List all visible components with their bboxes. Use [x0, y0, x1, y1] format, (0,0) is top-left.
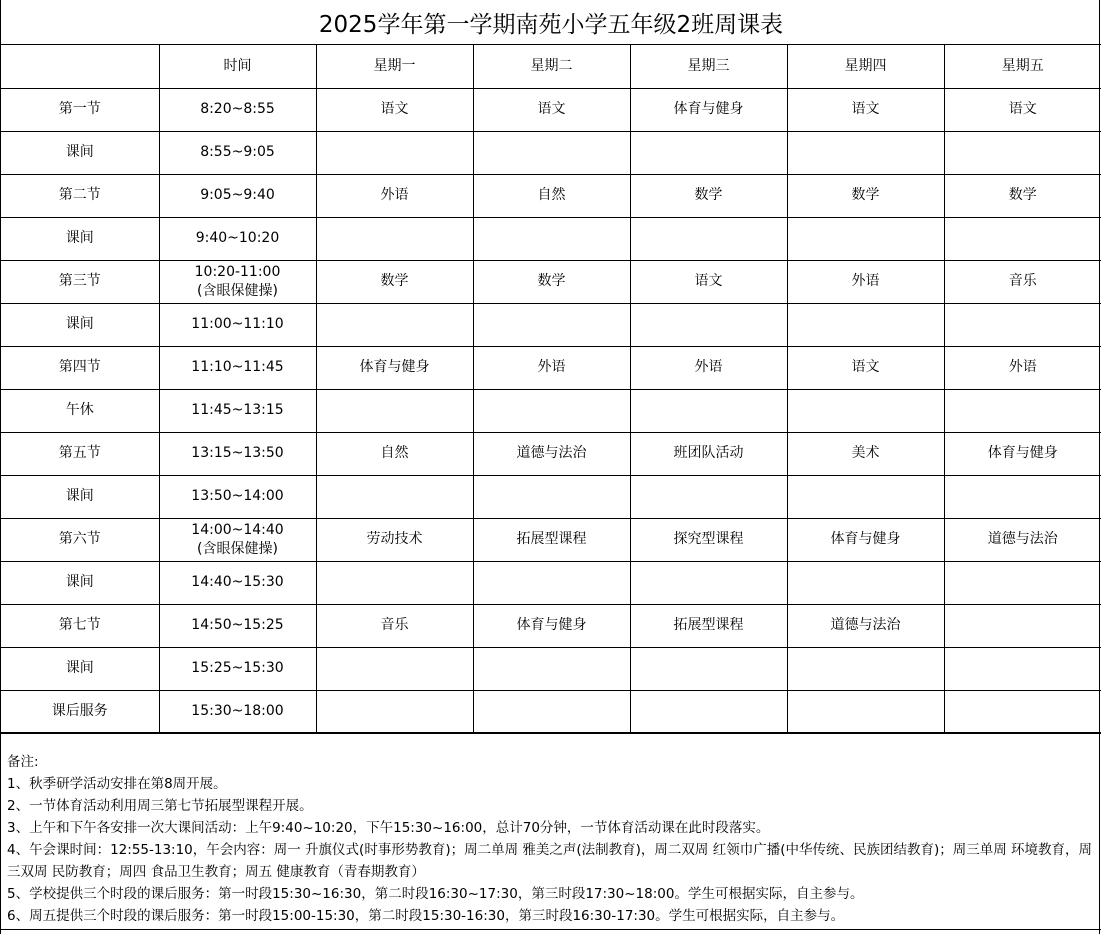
time-cell[interactable]: [159, 518, 316, 561]
time-line: 9:05~9:40: [200, 187, 275, 203]
period-label-cell[interactable]: 第五节: [1, 432, 159, 475]
table-row: [1, 131, 1101, 174]
time-line: 13:15~13:50: [191, 445, 284, 461]
time-cell[interactable]: [159, 561, 316, 604]
time-cell[interactable]: [159, 604, 316, 647]
bottom-border: [1, 929, 1101, 930]
schedule-table: [1, 45, 1101, 734]
subject-cell[interactable]: [473, 217, 630, 260]
subject-cell[interactable]: 数学: [787, 174, 944, 217]
subject-cell[interactable]: 外语: [944, 346, 1101, 389]
subject-cell[interactable]: 语文: [473, 88, 630, 131]
header-cell[interactable]: 星期一: [316, 45, 473, 88]
subject-cell[interactable]: [473, 647, 630, 690]
subject-cell[interactable]: [630, 303, 787, 346]
subject-cell[interactable]: [630, 690, 787, 733]
subject-cell[interactable]: 数学: [316, 260, 473, 303]
time-line: 8:55~9:05: [200, 144, 275, 160]
period-label-cell[interactable]: 课间: [1, 303, 159, 346]
page-title: 2025学年第一学期南苑小学五年级2班周课表: [1, 0, 1101, 45]
subject-cell[interactable]: 语文: [944, 88, 1101, 131]
table-row: [1, 88, 1101, 131]
subject-cell[interactable]: 体育与健身: [944, 432, 1101, 475]
table-row: [1, 174, 1101, 217]
table-row: [1, 217, 1101, 260]
period-label-cell[interactable]: 课间: [1, 131, 159, 174]
table-row: [1, 260, 1101, 303]
subject-cell[interactable]: 语文: [630, 260, 787, 303]
subject-cell[interactable]: [787, 131, 944, 174]
period-label-cell[interactable]: 课间: [1, 561, 159, 604]
time-line: 11:45~13:15: [191, 402, 284, 418]
period-label-cell[interactable]: 课后服务: [1, 690, 159, 733]
notes-list: [7, 773, 1095, 927]
subject-cell[interactable]: [316, 475, 473, 518]
subject-cell[interactable]: [630, 647, 787, 690]
time-line: 14:50~15:25: [191, 617, 284, 633]
subject-cell[interactable]: [944, 604, 1101, 647]
time-cell[interactable]: [159, 389, 316, 432]
subject-cell[interactable]: 体育与健身: [630, 88, 787, 131]
notes-section: [1, 749, 1101, 929]
time-line: 14:40~15:30: [191, 574, 284, 590]
subject-cell[interactable]: [316, 217, 473, 260]
subject-cell[interactable]: 自然: [473, 174, 630, 217]
time-line: (含眼保健操): [197, 282, 278, 299]
subject-cell[interactable]: [944, 389, 1101, 432]
subject-cell[interactable]: 外语: [630, 346, 787, 389]
time-cell[interactable]: [159, 690, 316, 733]
subject-cell[interactable]: [944, 561, 1101, 604]
note-item: 1、秋季研学活动安排在第8周开展。: [7, 776, 227, 792]
subject-cell[interactable]: 语文: [787, 88, 944, 131]
table-row: [1, 475, 1101, 518]
period-label-cell[interactable]: 课间: [1, 475, 159, 518]
subject-cell[interactable]: 音乐: [316, 604, 473, 647]
time-cell[interactable]: [159, 346, 316, 389]
subject-cell[interactable]: 体育与健身: [473, 604, 630, 647]
period-label-cell[interactable]: 第二节: [1, 174, 159, 217]
header-cell[interactable]: 星期四: [787, 45, 944, 88]
subject-cell[interactable]: [316, 690, 473, 733]
subject-cell[interactable]: [473, 475, 630, 518]
subject-cell[interactable]: 语文: [787, 346, 944, 389]
time-line: 15:25~15:30: [191, 660, 284, 676]
time-cell[interactable]: [159, 217, 316, 260]
subject-cell[interactable]: [787, 647, 944, 690]
subject-cell[interactable]: 外语: [787, 260, 944, 303]
subject-cell[interactable]: 美术: [787, 432, 944, 475]
subject-cell[interactable]: [316, 303, 473, 346]
header-cell[interactable]: 时间: [159, 45, 316, 88]
subject-cell[interactable]: 数学: [473, 260, 630, 303]
subject-cell[interactable]: [630, 131, 787, 174]
subject-cell[interactable]: 探究型课程: [630, 518, 787, 561]
subject-cell[interactable]: [944, 475, 1101, 518]
subject-cell[interactable]: [473, 561, 630, 604]
time-line: 15:30~18:00: [191, 702, 284, 719]
table-row: [1, 561, 1101, 604]
note-item: 5、学校提供三个时段的课后服务：第一时段15:30~16:30，第二时段16:30~17:30，第三时段17:30~18:00。学生可根据实际，自主参与。: [7, 886, 864, 902]
note-item: 2、一节体育活动利用周三第七节拓展型课程开展。: [7, 798, 313, 814]
subject-cell[interactable]: [473, 131, 630, 174]
subject-cell[interactable]: 班团队活动: [630, 432, 787, 475]
time-cell[interactable]: [159, 260, 316, 303]
time-line: 14:00~14:40: [191, 521, 284, 538]
table-row: [1, 432, 1101, 475]
time-cell[interactable]: [159, 131, 316, 174]
subject-cell[interactable]: 拓展型课程: [630, 604, 787, 647]
subject-cell[interactable]: [944, 217, 1101, 260]
subject-cell[interactable]: 外语: [473, 346, 630, 389]
period-label-cell[interactable]: 第三节: [1, 260, 159, 303]
subject-cell[interactable]: 道德与法治: [473, 432, 630, 475]
table-row: [1, 346, 1101, 389]
time-line: 11:00~11:10: [191, 316, 284, 332]
table-row: [1, 303, 1101, 346]
subject-cell[interactable]: [630, 561, 787, 604]
period-label-cell[interactable]: 午休: [1, 389, 159, 432]
table-row: [1, 690, 1101, 733]
subject-cell[interactable]: [787, 389, 944, 432]
time-line: (含眼保健操): [197, 540, 278, 557]
subject-cell[interactable]: 数学: [630, 174, 787, 217]
subject-cell[interactable]: 体育与健身: [316, 346, 473, 389]
time-line: 9:40~10:20: [195, 230, 280, 246]
subject-cell[interactable]: 语文: [316, 88, 473, 131]
time-cell[interactable]: [159, 432, 316, 475]
subject-cell[interactable]: [944, 303, 1101, 346]
time-cell[interactable]: [159, 303, 316, 346]
header-row: [1, 45, 1101, 88]
subject-cell[interactable]: [630, 217, 787, 260]
subject-cell[interactable]: [944, 131, 1101, 174]
subject-cell[interactable]: [316, 131, 473, 174]
note-item: 6、周五提供三个时段的课后服务：第一时段15:00-15:30，第二时段15:30-16:30，第三时段16:30-17:30。学生可根据实际，自主参与。: [7, 908, 845, 924]
subject-cell[interactable]: [473, 389, 630, 432]
subject-cell[interactable]: 外语: [316, 174, 473, 217]
note-item: 3、上午和下午各安排一次大课间活动：上午9:40~10:20，下午15:30~16:00，总计70分钟，一节体育活动课在此时段落实。: [7, 820, 770, 836]
header-cell[interactable]: 星期五: [944, 45, 1101, 88]
subject-cell[interactable]: [787, 303, 944, 346]
notes-heading: 备注:: [7, 754, 39, 770]
subject-cell[interactable]: [787, 561, 944, 604]
subject-cell[interactable]: 数学: [944, 174, 1101, 217]
table-row: [1, 389, 1101, 432]
period-label-cell[interactable]: 课间: [1, 647, 159, 690]
subject-cell[interactable]: 道德与法治: [944, 518, 1101, 561]
subject-cell[interactable]: [787, 475, 944, 518]
subject-cell[interactable]: [630, 389, 787, 432]
subject-cell[interactable]: [944, 690, 1101, 733]
table-row: [1, 604, 1101, 647]
subject-cell[interactable]: [473, 690, 630, 733]
subject-cell[interactable]: 拓展型课程: [473, 518, 630, 561]
time-cell[interactable]: [159, 647, 316, 690]
table-row: [1, 518, 1101, 561]
header-cell[interactable]: 星期三: [630, 45, 787, 88]
subject-cell[interactable]: 道德与法治: [787, 604, 944, 647]
time-cell[interactable]: [159, 174, 316, 217]
time-line: 11:10~11:45: [191, 359, 284, 375]
subject-cell[interactable]: 劳动技术: [316, 518, 473, 561]
subject-cell[interactable]: 自然: [316, 432, 473, 475]
period-label-cell[interactable]: 第七节: [1, 604, 159, 647]
period-label-cell[interactable]: 第一节: [1, 88, 159, 131]
time-line: 13:50~14:00: [191, 488, 284, 504]
subject-cell[interactable]: [787, 217, 944, 260]
period-label-cell[interactable]: 第六节: [1, 518, 159, 561]
subject-cell[interactable]: 音乐: [944, 260, 1101, 303]
header-cell[interactable]: 星期二: [473, 45, 630, 88]
subject-cell[interactable]: 体育与健身: [787, 518, 944, 561]
header-cell[interactable]: [1, 45, 159, 88]
subject-cell[interactable]: [473, 303, 630, 346]
table-row: [1, 647, 1101, 690]
period-label-cell[interactable]: 第四节: [1, 346, 159, 389]
period-label-cell[interactable]: 课间: [1, 217, 159, 260]
subject-cell[interactable]: [316, 647, 473, 690]
subject-cell[interactable]: [787, 690, 944, 733]
subject-cell[interactable]: [316, 561, 473, 604]
time-line: 8:20~8:55: [200, 101, 275, 117]
subject-cell[interactable]: [630, 475, 787, 518]
subject-cell[interactable]: [316, 389, 473, 432]
note-item: 4、午会课时间：12:55-13:10，午会内容：周一 升旗仪式(时事形势教育)；周二单周 雅美之声(法制教育)，周二双周 红领巾广播(中华传统、民族团结教育)；周三单周 环境教育，周三双周 民防教育；周四 食品卫生教育；周五 健康教育（青春期教育）: [7, 842, 1093, 880]
time-cell[interactable]: [159, 88, 316, 131]
subject-cell[interactable]: [944, 647, 1101, 690]
time-cell[interactable]: [159, 475, 316, 518]
time-line: 10:20-11:00: [194, 263, 281, 280]
